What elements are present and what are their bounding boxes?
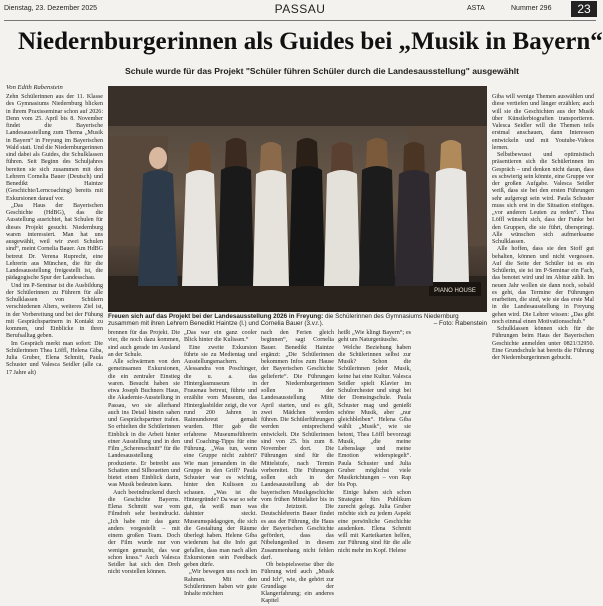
page-number: 23 [571,1,597,17]
header-divider [4,20,596,21]
paragraph: Alle hoffen, dass sie den Stoff gut behalten, können und nicht vergessen. Auf die Seite der Schüler ist es ein Schülerin, sie ist im P-Seminar ein Fach, das benotet wird und im Abitur zählt. Im neuen Jahr wollen sie dann noch, sobald es geht, das Termine der Führungen erarbeiten, die sind, wie sie das erste Mal in die Landesausstellung in Freyung gehen wird. Die Lehrer wissen: „Das gibt noch einmal einen Motivationsschub.“ [492,246,594,325]
paragraph: „Das war ein ganz cooler Blick hinter die Kulissen.“ [184,330,257,344]
section-title: PASSAU [274,2,326,16]
paragraph: Im Gespräch merkt man sofort: Die Schülerinnen Thea Löffl, Helena Giba, Julia Gruber, Elena Schmitt, Paula Schuster und Valesca Seidler (alle ca. 17 Jahre alt) [6,340,103,376]
masthead [0,0,600,22]
headline: Niedernburgerinnen als Guides bei „Musik in Bayern“ [18,28,603,55]
paragraph: brennen für das Projekt. Die vier, die noch dazu kommen, sind auch gerade im Ausland an der Schule. [108,330,180,358]
subheadline: Schule wurde für das Projekt "Schüler führen Schüler durch die Landesausstellung" ausgewählt [125,66,519,76]
piano-sign-text: PIANO HOUSE [434,288,476,294]
paragraph: nach den Ferien gleich beginnen“, sagt Cornelia Bauer. Benedikt Haintze ergänzt: „Die Schülerinnen bekommen Infos zum Hause der Bayerischen Geschichte gelieferte“. Die Führungen der Niedernburgerinnen sollen in der Landesausstellung Mitte April starten, und es gilt, zwei Mädchen werden führen. Die Schülerführungen werden entsprechend entwickelt. Die Schülerinnen sind von 25. bis zum 8. November dort. Die Führungen sind für die Mittelstufe, nach Termin vorbereitet. Die Führungen sollen sich in der Landesausstellung ab der bayerischen Musikgeschichte vom frühen Mittelalter bis in die Jetztzeit. Die Deutschlehrerin Bauer findet es aus der Führung, die Haus der Bayerischen Geschichte gefördert, dass das Nibelungenlied in diesem Zusammenhang nicht fehlen darf. [261,330,334,561]
caption-lead: Freuen sich auf das Projekt bei der Landesausstellung 2026 in Freyung: [108,313,324,320]
column-6 [492,94,594,418]
paragraph: Einige haben sich schon Strategien fürs Publikum zurecht gelegt. Julia Gruber möchte sich zu jedem Aspekt eine persönliche Geschichte ausdenken. Elena Schmitt will mit Karteikarten helfen, zur Führung sind für die alle nicht mehr im Kopf. Helene [338,489,411,554]
byline: Von Edith Rabenstein [6,84,63,91]
caption-text: die Schülerinnen des Gymnasiums Niedernburg zusammen mit ihren Lehrern Benedikt Haintze (l.) und Cornelia Bauer (3.v.r.). [108,313,459,328]
column-4 [261,330,334,605]
paragraph: Giba will wenige Themen auswählen und diese vertiefen und länger erzählen; auch will sie die Geschichten aus der Musik über Künstlerbiografien transportieren. Valesca Seidler will die Themen teils erstmal anschauen, dann Interessen entwickeln und mit Youtube-Videos lernen. [492,94,594,151]
column-3 [184,330,257,597]
paragraph: Und im P-Seminar ist die Ausbildung der Schülerinnen zu Führern für alle Schulklassen von Schülern verschiedenen Alters, weiteres Ziel ist, in der Vorbereitung und bei der Fühung mit Gesprächspartnern in Kontakt zu kommen, und Einblicke in ihren Berufsalltag geben. [6,282,103,340]
paragraph: Alle schwärmen von den gemeinsamen Exkursionen, die ein zentraler Einstieg waren. Besucht haben sie etwa Joseph Buchners Haus, die Akademie-Ausstellung in Passau, wo sie allerhand auch ins Detail hinein sahen und Gesprächspartner trafen. So erhielten die Schülerinnen Einblick in die Arbeit hinter einer Ausstellung und in den Film „Scherenschnitt“ für die Landesausstellung produzierte. Er betreibt aus Schatten und Silhouetten und bietet einen Einblick darin, was Musik bedeuten kann. [108,359,180,489]
issue-number: Nummer 296 [511,5,552,12]
column-5 [338,330,411,554]
paragraph: Auch beeindruckend durch die Geschichte Bayerns. Elena Schmitt war vom Filmdreh sehr beeindruckt. „Ich habe mir das ganz anders vorgestellt – mit einem großen Team. Doch der Film wurde nur von wenigen gemacht, das war schon krass.“ Auch Valesca Seidler hat sich den Dreh nicht vorstellen können. [108,489,180,576]
column-1 [6,94,103,418]
paragraph: heißt „Wie klingt Bayern“; es geht um Naturgeräusche. [338,330,411,344]
paragraph: Eine zweite Exkursion führte sie zu Medientag und Ausstellungsmachern. Alessandra von Poschinger, die u. a. das Hinterglasmuseum in Frauenau betreut, führte und erzählte vom Museum, das Hinterglasbilder zeigt, die vor rund 200 Jahren in Raimundsreut gemalt wurden. Hier gab die erfahrene Museumsführerin und Coaching-Tipps für eine Führung. „Was tun, wenn eine Gruppe nicht zuhört? Wie man jemandem in die Gruppe in den Griff? Paula Schuster war es wichtig, hinter den Kulissen zu schauen. „Was ist die Hintergründe? Da war so sehr gut, da weiß man was dahinter steckt. Museumspädagogen, die sich die Gestaltung der Räume überlegt haben. Helene Giba wiederum hat die Info gut gefallen, dass man nach allen Exkursionen sein Feedback geben dürfe. [184,344,257,568]
paragraph: Zehn Schülerinnen aus der 11. Klasse des Gymnasiums Niedernburg blicken in ihrem Praxisseminar schon auf 2026: Denn vom 25. April bis 8. November findet die Bayerische Landesausstellung zum Thema „Musik in Bayern“ in Freyung im Bayerischen Wald statt. Und die Niedernburgerinnen sind dabei als Guides, die Schulklassen führen. Seit Beginn des Schuljahres bereiten sie sich zusammen mit den Lehrern Cornelia Bauer (Deutsch) und Benedikt Haintze (Geschichte/Lerncoaching) bereits mit Exkursionen darauf vor. [6,94,103,202]
paragraph: Schulklassen können sich für die Führungen beim Haus der Bayerischen Geschichte anmelden unter 0821/32950. Eine Grundschule hat bereits die Führung der Niedernburgerinnen gebucht. [492,326,594,361]
issue-date: Dienstag, 23. Dezember 2025 [4,5,97,12]
publication-name: ASTA [467,5,485,12]
paragraph: „Das Haus der Bayerischen Geschichte (HdBG), das die Ausstellung ausrichtet, hat Schulen für dieses Projekt gesucht. Niedernburg waren interessiert. Man hat uns ausgewählt, weil wir zwei Schulen sind“, meint Cornelia Bauer. Am HdBG betreut Dr. Verena Ruprecht, eine Lehrerin aus München, die für die Landesausstellung freigestellt ist, die pädagogische Spur der Landesschau. [6,202,103,282]
paragraph: Selbstbewusst und optimistisch präsentieren sich die Schülerinnen im Gespräch – und denken nicht daran, dass es schwierig sein könnte, eine Gruppe vor der großen Aufgabe. Valesca Seidler weiß, dass sie bei den ersten Führungen sehr aufgeregt sein wird. Paula Schuster muss sich erst in die Situation einfügen. „vor anderen Leuten zu reden“. Thea Löffl wünscht sich, dass der Funke bei den Gruppen, die sie führt, überspringt. Alle wünschen sich aufmerksame Schulklassen. [492,152,594,245]
paragraph: Welche Beziehung haben die Schülerinnen selbst zur Musik? Schon die Schülerinnen jeder Musik, keine hat eine Kultur. Valesca Seidler spielt Klavier im Schulorchester und singt bei der Domsingschule. Paula Schuster mag und genießt schöne Musik, aber „nur gleichbleiben“. Helena Giba wählt „Musik“, wie sie betont, Thea Löffl bevorzugt Musik, „die meine Lebenslage und meine Emotion widerspiegelt“. Paula Schuster und Julia Gruber möglichst viele Musikrichtungen – von Rap bis Pop. [338,344,411,489]
column-2 [108,330,180,576]
photo-credit: – Foto: Rabenstein [433,320,487,328]
photo-caption [108,313,487,328]
paragraph: „Wir bewegen uns noch im Rahmen. Mit den Schülerinnen haben wir gute Inhalte möchten [184,569,257,597]
paragraph: Ob beispielsweise über die Führung wird auch „Musik und Ich“, wie, die gehört zur Grundlage der Klangerfahrung; ein anderes Kapitel [261,562,334,605]
group-photo [108,86,487,312]
